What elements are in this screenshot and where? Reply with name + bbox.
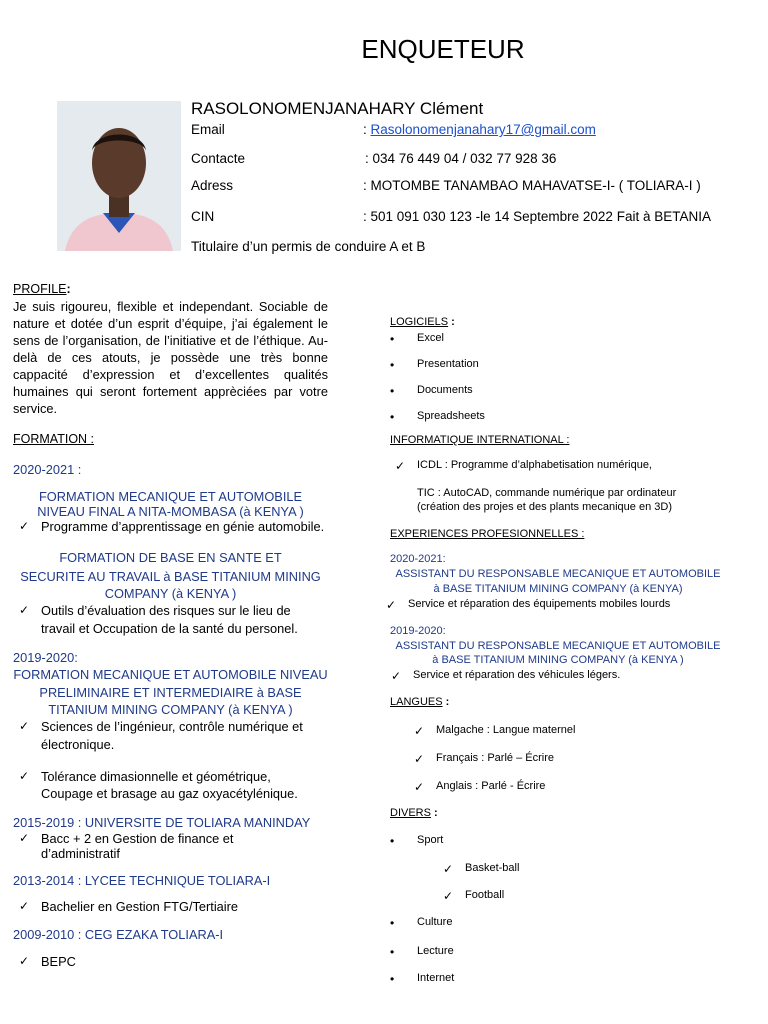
langues-heading	[390, 696, 449, 708]
formation-2-item-l2: travail et Occupation de la santé du personel.	[41, 621, 298, 636]
formation-3-item-1-l2: électronique.	[41, 737, 115, 752]
langues-heading-colon: :	[442, 696, 450, 708]
informatique-icdl: ✓ ICDL : Programme d’alphabetisation numérique,	[417, 459, 652, 471]
email-link[interactable]: Rasolonomenjanahary17@gmail.com	[370, 122, 596, 137]
divers-internet: • Internet	[417, 972, 454, 984]
experience-2-title-l1: ASSISTANT DU RESPONSABLE MECANIQUE ET AUTOMOBILE	[395, 640, 721, 652]
formation-2-item-l1: ✓ Outils d’évaluation des risques sur le lieu de	[41, 602, 291, 619]
university-item-l1: ✓ Bacc + 2 en Gestion de finance et	[41, 830, 233, 847]
ceg: 2009-2010 : CEG EZAKA TOLIARA-I	[13, 927, 224, 942]
profile-heading-text: PROFILE	[13, 282, 67, 296]
email-value	[363, 122, 596, 137]
logiciel-documents: • Documents	[417, 384, 473, 396]
address-value: : MOTOMBE TANAMBAO MAHAVATSE-I- ( TOLIARA-I )	[363, 178, 701, 193]
formation-1-item: ✓ Programme d’apprentissage en génie automobile.	[41, 518, 324, 535]
address-label: Adress	[191, 178, 234, 193]
divers-heading	[390, 807, 438, 819]
experiences-heading: EXPERIENCES PROFESIONNELLES :	[390, 528, 585, 540]
logiciel-spreadsheets: • Spreadsheets	[417, 410, 485, 422]
lycee-item: ✓ Bachelier en Gestion FTG/Tertiaire	[41, 898, 238, 915]
langue-francais: ✓ Français : Parlé – Écrire	[436, 752, 554, 764]
cin-label: CIN	[191, 209, 215, 224]
profile-text: Je suis rigoureu, flexible et independant. Sociable de nature et dotée d’un esprit d’équipe, j’ai également le sens de l’organisation, de l’initiative et de l’éthique. Au-delà de ces atouts, je possède une très bonne cappacité d’expression et d’excellentes qualités humaines qui seront fortement apprèciées par votre service.	[13, 299, 328, 416]
ceg-item: ✓ BEPC	[41, 953, 76, 970]
divers-heading-text: DIVERS	[390, 807, 431, 819]
formation-2-title-l2: SECURITE AU TRAVAIL à BASE TITANIUM MINING	[20, 569, 321, 584]
experience-2-title-l2: à BASE TITANIUM MINING COMPANY (à KENYA )	[432, 654, 684, 666]
informatique-tic-l1: TIC : AutoCAD, commande numérique par ordinateur	[417, 487, 677, 499]
divers-heading-colon: :	[430, 807, 438, 819]
formation-3-item-2-l2: Coupage et brasage au gaz oxyacétylénique.	[41, 786, 298, 801]
formation-heading: FORMATION :	[13, 432, 95, 446]
lycee: 2013-2014 : LYCEE TECHNIQUE TOLIARA-I	[13, 873, 271, 888]
formation-1-title-l1: FORMATION MECANIQUE ET AUTOMOBILE	[38, 489, 303, 504]
logiciel-presentation: • Presentation	[417, 358, 479, 370]
experience-1-title-l1: ASSISTANT DU RESPONSABLE MECANIQUE ET AUTOMOBILE	[395, 568, 721, 580]
profile-photo	[57, 101, 181, 251]
logiciels-heading-text: LOGICIELS	[390, 316, 449, 328]
langues-heading-text: LANGUES	[390, 696, 443, 708]
formation-1-title-l2: NIVEAU FINAL A NITA-MOMBASA (à KENYA )	[37, 504, 304, 519]
formation-year-2019: 2019-2020:	[13, 650, 78, 665]
experience-1-title-l2: à BASE TITANIUM MINING COMPANY (à KENYA)	[433, 583, 683, 595]
formation-3-item-2-l1: ✓ Tolérance dimasionnelle et géométrique,	[41, 768, 271, 785]
cin-value: : 501 091 030 123 -le 14 Septembre 2022 Fait à BETANIA	[363, 209, 711, 224]
divers-culture: • Culture	[417, 916, 452, 928]
langue-anglais: ✓ Anglais : Parlé - Écrire	[436, 780, 545, 792]
university: 2015-2019 : UNIVERSITE DE TOLIARA MANINDAY	[13, 815, 311, 830]
experience-1-item: ✓ Service et réparation des équipements mobiles lourds	[408, 598, 670, 610]
university-item-l2: d’administratif	[41, 846, 120, 861]
informatique-tic-l2: (création des projes et des plants mecanique en 3D)	[417, 501, 672, 513]
formation-2-title-l3: COMPANY (à KENYA )	[104, 586, 237, 601]
profile-heading	[13, 282, 71, 296]
license-text: Titulaire d’un permis de conduire A et B	[191, 239, 426, 254]
informatique-heading: INFORMATIQUE INTERNATIONAL :	[390, 434, 570, 446]
person-portrait-icon	[57, 101, 181, 251]
phone-label: Contacte	[191, 151, 246, 166]
divers-lecture: • Lecture	[417, 945, 454, 957]
divers-basketball: ✓ Basket-ball	[465, 862, 519, 874]
email-label: Email	[191, 122, 225, 137]
profile-heading-colon: :	[66, 282, 71, 296]
phone-value: : 034 76 449 04 / 032 77 928 36	[365, 151, 557, 166]
divers-sport: • Sport	[417, 834, 443, 846]
experience-2-year: 2019-2020:	[390, 625, 446, 637]
formation-year-2020: 2020-2021 :	[13, 462, 82, 477]
logiciels-heading	[390, 316, 455, 328]
formation-3-title-l3: TITANIUM MINING COMPANY (à KENYA )	[48, 702, 293, 717]
email-prefix: :	[363, 122, 371, 137]
formation-3-title-l1: FORMATION MECANIQUE ET AUTOMOBILE NIVEAU	[13, 667, 328, 682]
logiciels-heading-colon: :	[448, 316, 455, 328]
experience-2-item: ✓ Service et réparation des véhicules légers.	[413, 669, 620, 681]
formation-3-title-l2: PRELIMINAIRE ET INTERMEDIAIRE à BASE	[39, 685, 302, 700]
page-title: ENQUETEUR	[361, 34, 525, 64]
divers-football: ✓ Football	[465, 889, 504, 901]
langue-malgache: ✓ Malgache : Langue maternel	[436, 724, 575, 736]
formation-3-item-1-l1: ✓ Sciences de l’ingénieur, contrôle numérique et	[41, 718, 303, 735]
experience-1-year: 2020-2021:	[390, 553, 446, 565]
logiciel-excel: • Excel	[417, 332, 444, 344]
formation-2-title-l1: FORMATION DE BASE EN SANTE ET	[59, 550, 282, 565]
candidate-name: RASOLONOMENJANAHARY Clément	[191, 99, 484, 118]
